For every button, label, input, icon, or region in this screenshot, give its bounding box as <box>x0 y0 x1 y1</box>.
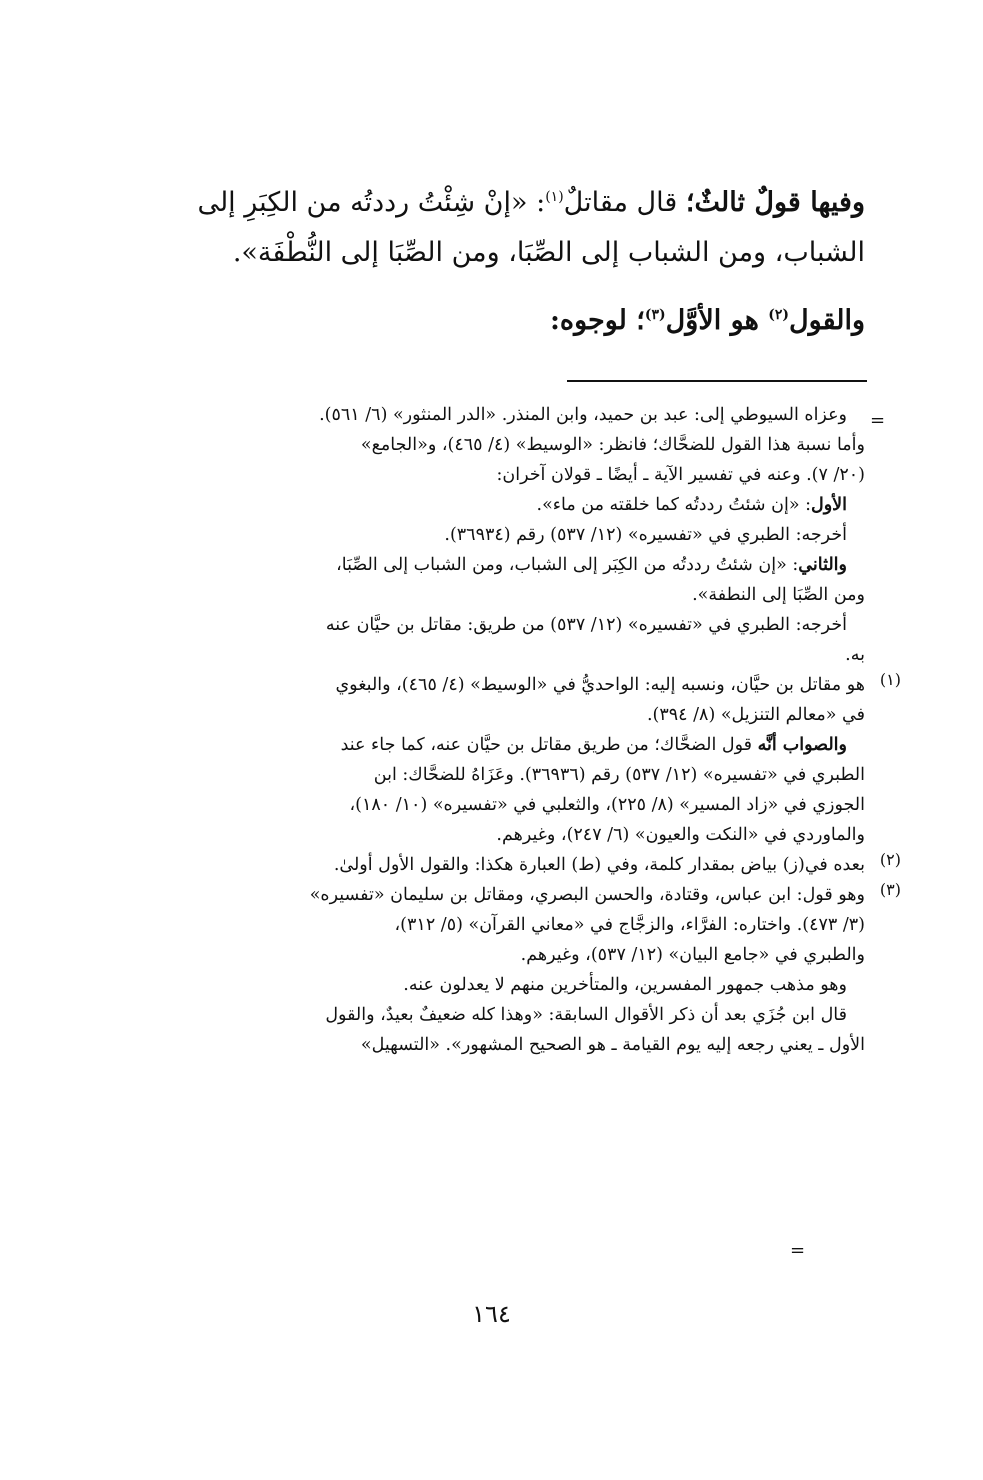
footnote-line: وهو قول: ابن عباس، وقتادة، والحسن البصري، ومقاتل بن سليمان «تفسيره» <box>309 885 865 905</box>
footnote-line: ومن الصِّبَا إلى النطفة». <box>692 585 865 605</box>
continuation-end-mark: = <box>790 1240 806 1261</box>
footnote-ref-3: (٣) <box>644 307 666 323</box>
footnote-line: هو مقاتل بن حيَّان، ونسبه إليه: الواحديُّ في «الوسيط» (٤/ ٤٦٥)، والبغوي <box>335 675 865 695</box>
footnote-1 <box>95 670 901 850</box>
main-line-2: الشباب، ومن الشباب إلى الصِّبَا، ومن الصِّبَا إلى النُّطْفَة». <box>232 237 865 268</box>
footnote-line: والماوردي في «النكت والعيون» (٦/ ٢٤٧)، وغيرهم. <box>496 825 865 845</box>
footnote-number: (٢) <box>879 850 901 869</box>
footnote-line: الطبري في «تفسيره» (١٢/ ٥٣٧) رقم (٣٦٩٣٦). وعَزَاهُ للضحَّاك: ابن <box>373 765 865 785</box>
footnote-line: أخرجه: الطبري في «تفسيره» (١٢/ ٥٣٧) رقم (٣٦٩٣٤). <box>444 525 847 545</box>
footnote-line: وهو مذهب جمهور المفسرين، والمتأخرين منهم لا يعدلون عنه. <box>403 975 847 995</box>
main-line-3: والقول$^{(٢)}$ هو الأوَّل$^{(٣)}$؛ لوجوه: <box>549 305 865 336</box>
footnote-line: والصواب أنَّه قول الضحَّاك؛ من طريق مقاتل بن حيَّان عنه، كما جاء عند <box>340 735 847 755</box>
footnote-line: والطبري في «جامع البيان» (١٢/ ٥٣٧)، وغيرهم. <box>520 945 865 965</box>
footnote-line: (٣/ ٤٧٣). واختاره: الفرَّاء، والزجَّاج في «معاني القرآن» (٥/ ٣١٢)، <box>394 915 865 935</box>
footnote-2 <box>95 850 901 880</box>
continuation-mark: = <box>870 410 886 431</box>
main-line-1: وفيها قولٌ ثالثٌ؛ قال مقاتلٌ$^{(١)}$: «إنْ شِئْتُ رددتُه من الكِبَرِ إلى <box>197 187 865 218</box>
footnote-line: بعده في(ز) بياض بمقدار كلمة، وفي (ط) العبارة هكذا: والقول الأول أولىٰ. <box>333 855 865 875</box>
footnote-ref-2: (٢) <box>768 307 789 323</box>
footnote-line: أخرجه: الطبري في «تفسيره» (١٢/ ٥٣٧) من طريق: مقاتل بن حيَّان عنه <box>325 615 847 635</box>
footnote-ref-1: (١) <box>545 189 564 205</box>
footnote-3 <box>95 880 901 1060</box>
page-number: ١٦٤ <box>472 1300 511 1328</box>
footnote-line: به. <box>845 645 865 665</box>
footnote-line: والثاني: «إن شئتُ رددتُه من الكِبَر إلى الشباب، ومن الشباب إلى الصِّبَا، <box>336 555 847 575</box>
footnote-number: (٣) <box>879 880 901 899</box>
footnote-line: وعزاه السيوطي إلى: عبد بن حميد، وابن المنذر. «الدر المنثور» (٦/ ٥٦١). <box>319 405 847 425</box>
footnote-line: قال ابن جُزَي بعد أن ذكر الأقوال السابقة: «وهذا كله ضعيفٌ بعيدٌ، والقول <box>325 1005 847 1025</box>
footnote-line: الأول: «إن شئتُ رددتُه كما خلقته من ماء». <box>536 495 847 515</box>
footnote-line: الأول ـ يعني رجعه إليه يوم القيامة ـ هو الصحيح المشهور». «التسهيل» <box>360 1035 865 1055</box>
main-text <box>115 178 865 346</box>
footnote-line: (٢٠/ ٧). وعنه في تفسير الآية ـ أيضًا ـ قولان آخران: <box>496 465 865 485</box>
footnote-separator <box>567 380 867 382</box>
footnote-line: وأما نسبة هذا القول للضحَّاك؛ فانظر: «الوسيط» (٤/ ٤٦٥)، و«الجامع» <box>360 435 865 455</box>
footnote-line: في «معالم التنزيل» (٨/ ٣٩٤). <box>646 705 865 725</box>
footnotes <box>95 400 901 1060</box>
footnote-number: (١) <box>879 670 901 689</box>
footnote-line: الجوزي في «زاد المسير» (٨/ ٢٢٥)، والثعلبي في «تفسيره» (١٠/ ١٨٠)، <box>349 795 865 815</box>
main-line-1-bold: وفيها قولٌ ثالثٌ؛ <box>685 187 865 218</box>
footnote-continuation <box>95 400 865 670</box>
